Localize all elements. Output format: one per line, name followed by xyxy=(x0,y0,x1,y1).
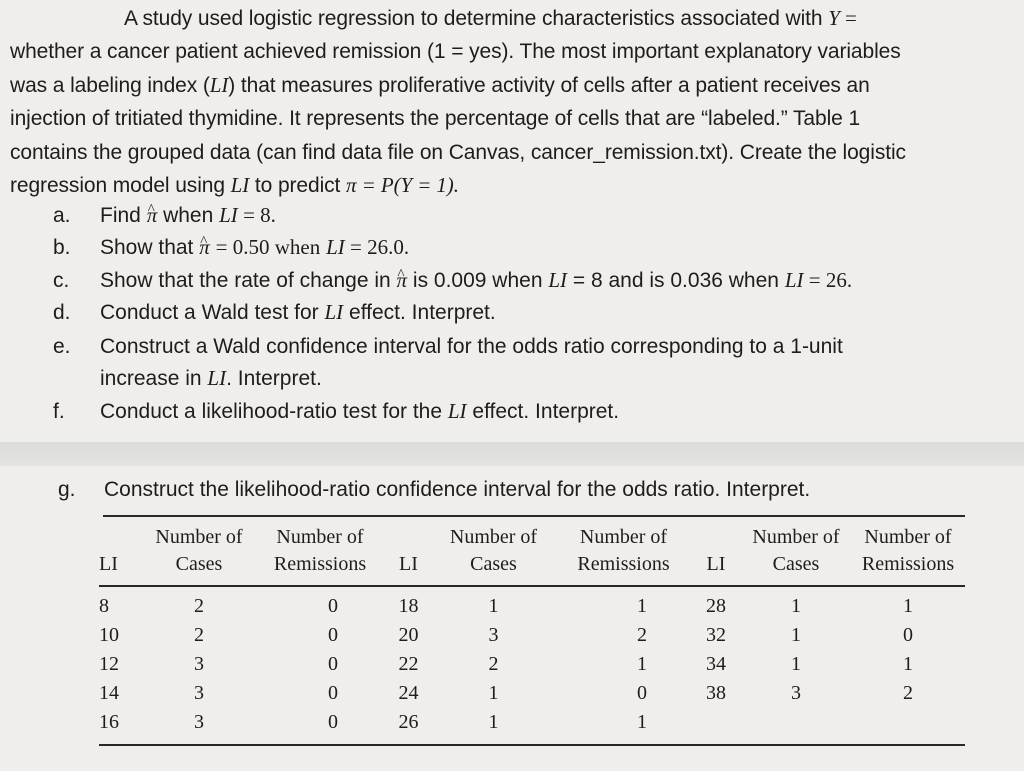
column-header: Cases xyxy=(470,553,517,575)
table-cell: 38 xyxy=(706,682,726,704)
table-cell: 1 xyxy=(488,682,499,704)
math-li: LI xyxy=(219,203,238,227)
table-row xyxy=(99,708,965,737)
table-cell: 2 xyxy=(488,653,499,675)
intro-line-3a: was a labeling index ( xyxy=(10,73,210,97)
table-cell: 3 xyxy=(194,653,204,675)
math-li: LI xyxy=(209,72,229,97)
math-li: LI xyxy=(207,366,227,390)
table-cell: 32 xyxy=(706,624,726,646)
table-cell: 0 xyxy=(637,682,647,704)
table-cell: 2 xyxy=(194,595,204,617)
question-text: when xyxy=(163,204,214,227)
column-header xyxy=(386,524,431,551)
table-cell xyxy=(851,708,965,737)
math-value: = 26.0. xyxy=(344,235,410,259)
table-cell: 0 xyxy=(328,595,338,617)
intro-line-6b: to predict xyxy=(254,174,341,198)
table-cell xyxy=(741,708,851,737)
table-cell xyxy=(691,708,741,737)
math-pi-definition: π = P(Y = 1). xyxy=(346,173,459,198)
column-header: Number of xyxy=(864,526,952,548)
column-header: Number of xyxy=(752,526,840,548)
table-bottom-rule xyxy=(99,744,965,746)
table-cell: 2 xyxy=(903,682,913,704)
table-cell: 28 xyxy=(706,595,726,617)
column-header: LI xyxy=(399,553,418,575)
table-cell: 0 xyxy=(328,653,338,675)
pi-hat-symbol: ^ π xyxy=(199,235,210,259)
column-header xyxy=(691,524,741,551)
table-cell: 1 xyxy=(903,595,913,617)
question-text: Find xyxy=(100,204,141,227)
math-li: LI xyxy=(548,268,568,292)
math-li: LI xyxy=(326,235,345,259)
math-li: LI xyxy=(324,300,344,324)
column-header: Number of xyxy=(449,526,538,548)
table-cell: 2 xyxy=(637,624,647,646)
pi-hat-symbol: ^ π xyxy=(397,268,408,292)
column-header: Number of xyxy=(579,526,668,548)
question-text: effect. Interpret. xyxy=(349,301,496,324)
table-cell: 8 xyxy=(99,595,109,617)
math-li: LI xyxy=(784,268,804,292)
problem-statement xyxy=(10,2,1015,202)
column-header: LI xyxy=(99,553,118,575)
table-cell: 14 xyxy=(99,682,119,704)
table-cell: 0 xyxy=(903,624,913,646)
math-value: = 8. xyxy=(237,203,276,227)
question-text: = 8 and is 0.036 when xyxy=(572,269,779,292)
question-text: Conduct a likelihood-ratio test for the xyxy=(100,400,443,423)
table-cell: 10 xyxy=(99,624,119,646)
math-value: = 26. xyxy=(803,268,853,292)
table-cell: 24 xyxy=(398,682,419,704)
question-text: Conduct a Wald test for xyxy=(100,301,319,324)
table-cell: 3 xyxy=(194,711,204,733)
table-cell: 0 xyxy=(328,711,338,733)
question-label: e. xyxy=(53,335,71,358)
table-cell: 26 xyxy=(398,711,419,733)
intro-line-4: injection of tritiated thymidine. It represents the percentage of cells that are “labeled.” Table 1 xyxy=(10,107,861,131)
question-text: effect. Interpret. xyxy=(472,400,620,423)
intro-line-1: A study used logistic regression to determine characteristics associated with xyxy=(124,7,823,30)
column-header: Number of xyxy=(276,526,364,548)
math-eq: = xyxy=(839,6,857,30)
table-cell: 2 xyxy=(194,624,204,646)
table-cell: 1 xyxy=(637,653,647,675)
table-cell: 1 xyxy=(791,595,801,617)
table-top-rule xyxy=(103,515,965,517)
question-label: c. xyxy=(53,269,70,292)
table-cell: 1 xyxy=(488,595,499,617)
column-header: Number of xyxy=(155,526,243,548)
table-cell: 18 xyxy=(398,595,419,617)
math-y: Y xyxy=(828,6,840,30)
question-text: Construct a Wald confidence interval for the odds ratio corresponding to a 1-unit xyxy=(100,335,843,358)
column-header: Cases xyxy=(772,553,820,575)
table-cell: 1 xyxy=(637,595,647,617)
math-li: LI xyxy=(230,173,250,198)
table-row xyxy=(99,650,965,679)
table-cell: 3 xyxy=(488,624,499,646)
intro-line-6a: regression model using xyxy=(10,174,225,198)
table-cell: 3 xyxy=(194,682,204,704)
table-cell: 1 xyxy=(791,624,801,646)
intro-line-5: contains the grouped data (can find data file on Canvas, cancer_remission.txt). Create the logistic xyxy=(10,140,906,164)
table-cell: 1 xyxy=(903,653,913,675)
column-header: Remissions xyxy=(273,553,367,575)
question-label: f. xyxy=(53,400,65,423)
column-header xyxy=(99,524,144,551)
math-li: LI xyxy=(447,399,467,423)
question-text: increase in xyxy=(100,367,202,390)
table-cell: 12 xyxy=(99,653,119,675)
question-label: d. xyxy=(53,301,71,324)
table-cell: 16 xyxy=(99,711,119,733)
question-label: a. xyxy=(53,204,71,227)
remission-data-table xyxy=(99,524,965,737)
intro-line-3b: ) that measures proliferative activity of cells after a patient receives an xyxy=(228,73,870,97)
question-text: . Interpret. xyxy=(226,367,322,390)
table-cell: 3 xyxy=(791,682,801,704)
table-cell: 0 xyxy=(328,682,338,704)
table-header-row-bottom xyxy=(99,551,965,578)
table-row xyxy=(99,592,965,621)
table-cell: 1 xyxy=(488,711,499,733)
table-cell: 22 xyxy=(398,653,419,675)
table-cell: 34 xyxy=(706,653,726,675)
table-cell: 1 xyxy=(791,653,801,675)
question-text: is 0.009 when xyxy=(412,269,543,292)
question-label: b. xyxy=(53,236,71,259)
column-header: LI xyxy=(706,553,726,575)
column-header: Cases xyxy=(175,553,223,575)
column-header: Remissions xyxy=(577,553,670,575)
column-header: Remissions xyxy=(861,553,955,575)
table-cell: 1 xyxy=(637,711,647,733)
question-label: g. xyxy=(58,478,76,501)
question-text: Show that the rate of change in xyxy=(100,269,391,292)
question-text: Show that xyxy=(100,236,194,259)
section-divider xyxy=(0,442,1024,466)
table-header-row-top xyxy=(99,524,965,551)
table-row xyxy=(99,621,965,650)
table-row xyxy=(99,679,965,708)
question-text: = 0.50 when xyxy=(215,235,321,259)
question-text: Construct the likelihood-ratio confidence interval for the odds ratio. Interpret. xyxy=(104,478,811,501)
pi-hat-symbol: ^ π xyxy=(147,203,158,227)
table-cell: 20 xyxy=(398,624,419,646)
intro-line-2: whether a cancer patient achieved remission (1 = yes). The most important explanatory variables xyxy=(10,40,901,64)
table-cell: 0 xyxy=(328,624,338,646)
